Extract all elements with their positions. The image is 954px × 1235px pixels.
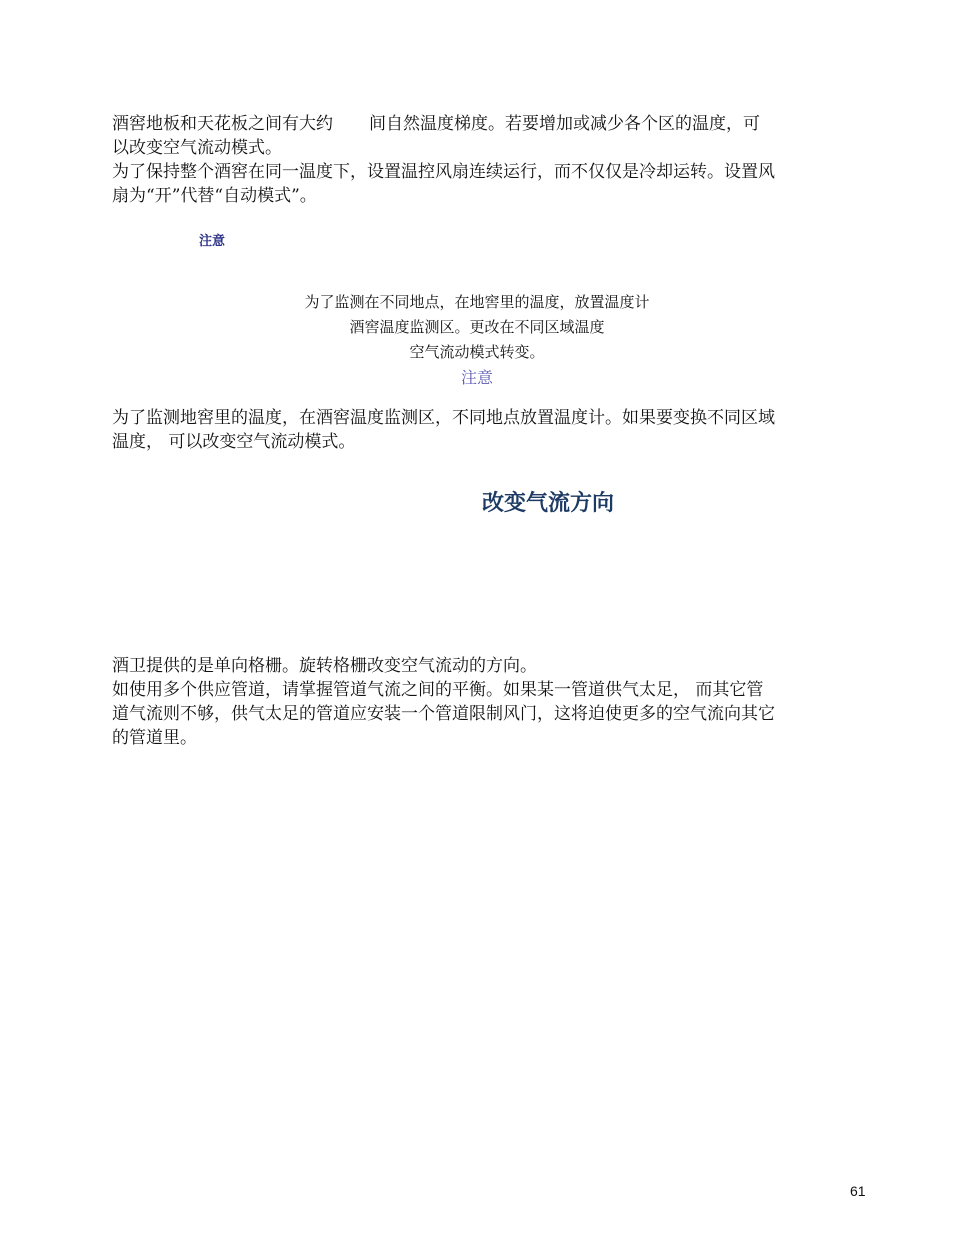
paragraph-line: 为了监测地窖里的温度，在酒窖温度监测区，不同地点放置温度计。如果要变换不同区域 xyxy=(112,408,775,428)
centered-note-block xyxy=(112,290,842,390)
paragraph-line: 扇为“开”代替“自动模式”。 xyxy=(112,186,317,206)
text-segment: 间自然温度梯度。若要增加或减少各个区的温度，可 xyxy=(369,114,760,134)
centered-note-line: 空气流动模式转变。 xyxy=(409,343,545,361)
page-number: 61 xyxy=(850,1183,866,1199)
paragraph-monitoring xyxy=(112,406,847,454)
paragraph-line: 的管道里。 xyxy=(112,728,197,748)
paragraph-line: 温度， 可以改变空气流动模式。 xyxy=(112,432,356,452)
paragraph-temperature-gradient xyxy=(112,112,847,208)
centered-note-line: 酒窖温度监测区。更改在不同区域温度 xyxy=(349,318,605,336)
paragraph-line: 如使用多个供应管道，请掌握管道气流之间的平衡。如果某一管道供气太足， 而其它管 xyxy=(112,680,764,700)
centered-note-label: 注意 xyxy=(460,368,493,387)
note-label: 注意 xyxy=(199,234,226,249)
paragraph-airflow-direction xyxy=(112,654,847,750)
paragraph-line: 以改变空气流动模式。 xyxy=(112,138,282,158)
paragraph-line xyxy=(112,112,847,136)
paragraph-line: 酒卫提供的是单向格栅。旋转格栅改变空气流动的方向。 xyxy=(112,656,537,676)
paragraph-line: 道气流则不够，供气太足的管道应安装一个管道限制风门，这将迫使更多的空气流向其它 xyxy=(112,704,775,724)
centered-note-line: 为了监测在不同地点，在地窖里的温度，放置温度计 xyxy=(304,293,650,311)
section-heading: 改变气流方向 xyxy=(482,491,615,516)
paragraph-line: 为了保持整个酒窖在同一温度下，设置温控风扇连续运行，而不仅仅是冷却运转。设置风 xyxy=(112,162,775,182)
text-segment: 酒窖地板和天花板之间有大约 xyxy=(112,114,333,134)
